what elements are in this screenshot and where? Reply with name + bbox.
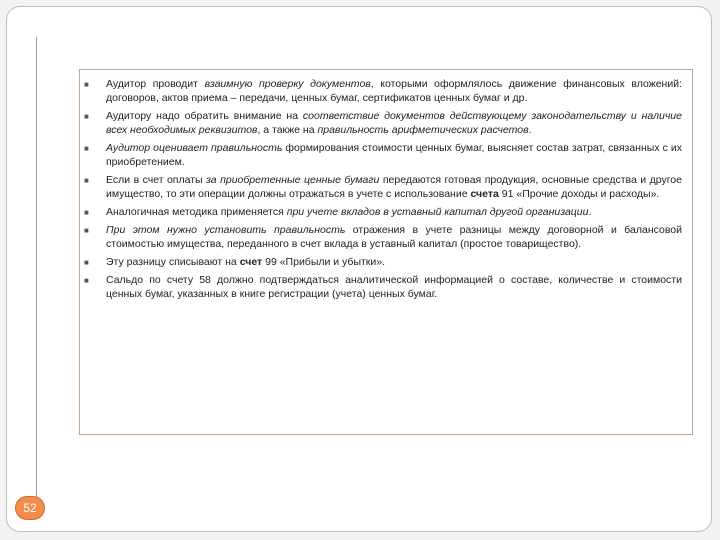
bullet-item: ■ Эту разницу списывают на счет 99 «Прибыли и убытки».: [84, 256, 386, 268]
bullet-item: ■ При этом нужно установить правильность отражения в учете разницы между договорной и балансовой стоимостью имущества, переданного в счет вклада в уставный капитал (простое товарищество).: [84, 224, 682, 250]
bullet-item: ■ Сальдо по счету 58 должно подтверждаться аналитической информацией о составе, количестве и стоимости ценных бумаг, указанных в книге регистрации (учета) ценных бумаг.: [84, 274, 682, 300]
bullet-item: ■ Аудитор проводит взаимную проверку документов, которыми оформлялось движение финансовых вложений: договоров, актов приема – передачи, ценных бумаг, сертификатов ценных бумаг и др.: [84, 78, 683, 104]
bullet-list: [80, 70, 692, 301]
bullet-item: ■ Аудитору надо обратить внимание на соответствие документов действующему законодательству и наличие всех необходимых реквизитов, а также на правильность арифметических расчетов.: [84, 110, 682, 136]
content-box: [79, 69, 693, 435]
vertical-divider: [36, 37, 37, 503]
square-bullet-icon: ■: [84, 208, 89, 217]
bullet-item: ■ Аудитор оценивает правильность формирования стоимости ценных бумаг, выясняет состав затрат, связанных с их приобретением.: [84, 142, 682, 168]
square-bullet-icon: ■: [84, 226, 89, 235]
square-bullet-icon: ■: [84, 176, 89, 185]
square-bullet-icon: ■: [84, 80, 89, 89]
bullet-item: ■ Аналогичная методика применяется при учете вкладов в уставный капитал другой организации.: [84, 206, 592, 218]
square-bullet-icon: ■: [84, 144, 89, 153]
bullet-item: ■ Если в счет оплаты за приобретенные ценные бумаги передаются готовая продукция, основные средства и другое имущество, то эти операции должны отражаться в учете с использование счета 91 «Прочие доходы и расходы».: [84, 174, 682, 200]
square-bullet-icon: ■: [84, 258, 89, 267]
square-bullet-icon: ■: [84, 276, 89, 285]
page-number-badge: 52: [15, 496, 45, 520]
slide: [6, 6, 712, 532]
square-bullet-icon: ■: [84, 112, 89, 121]
